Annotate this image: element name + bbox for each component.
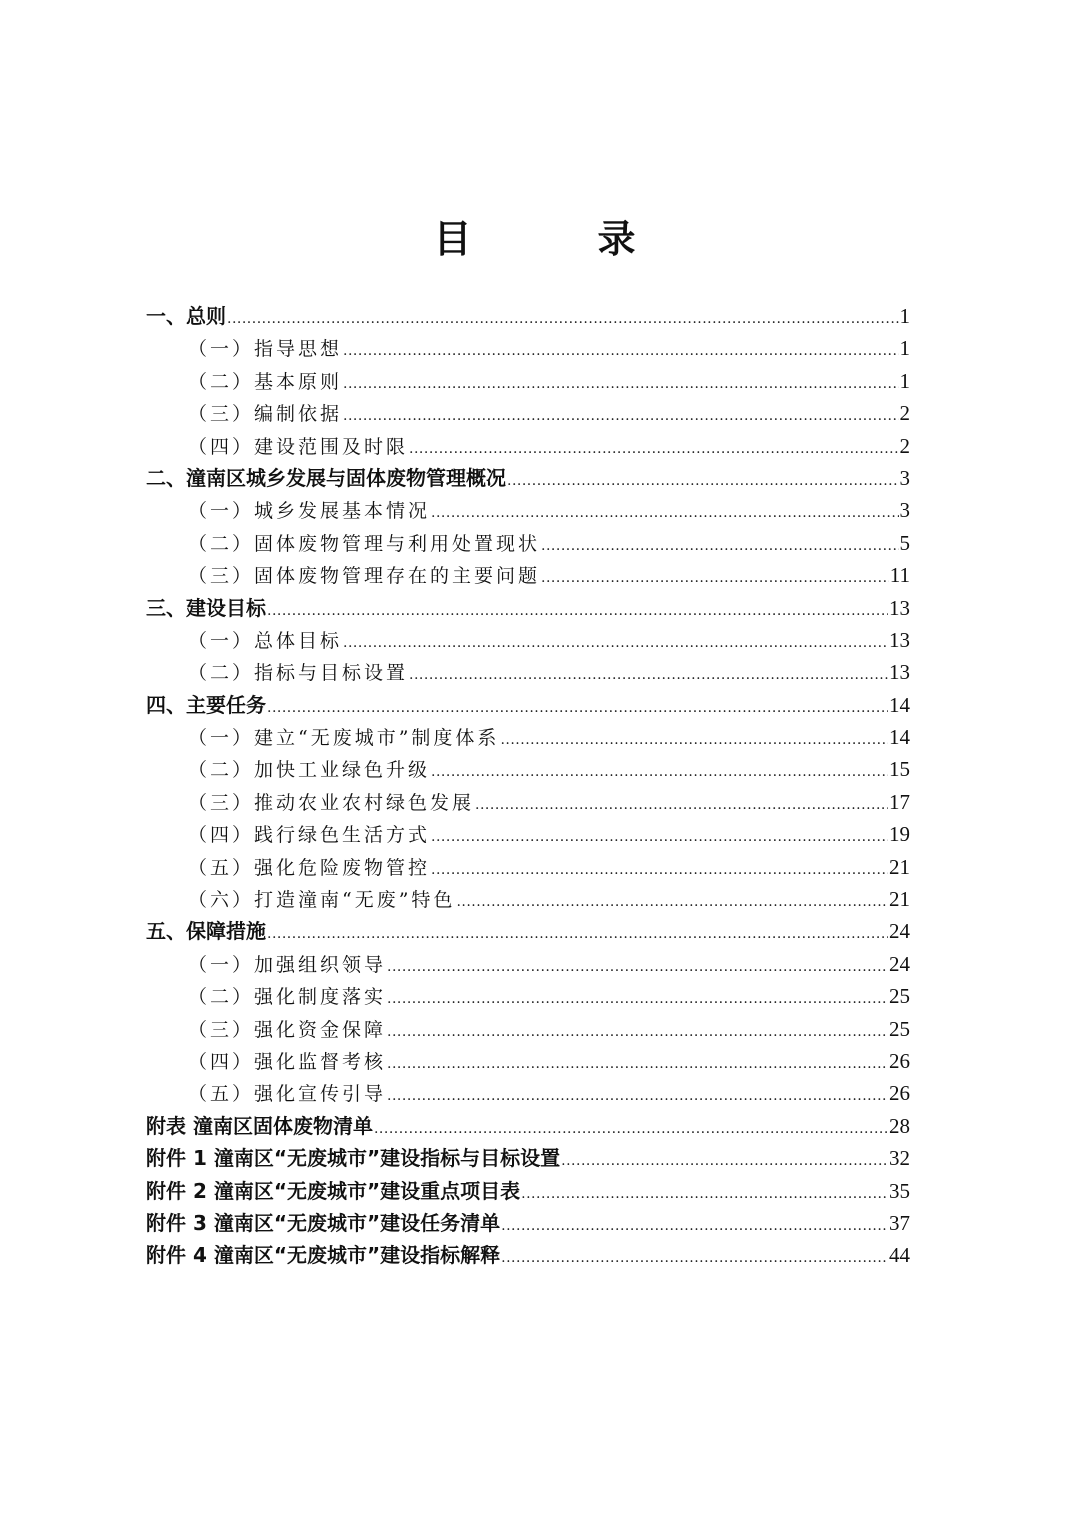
toc-leader-dots [387,1080,888,1112]
toc-leader-dots [267,595,888,627]
toc-leader-dots [267,692,888,724]
toc-entry-page-number: 1 [899,304,910,328]
toc-entry-page-number: 13 [889,627,910,652]
toc-entry[interactable] [146,365,910,397]
toc-entry-label: （三）固体废物管理存在的主要问题 [188,565,541,588]
toc-leader-dots [561,1145,888,1177]
toc-leader-dots [501,1242,888,1274]
toc-entry-label: （四）建设范围及时限 [188,435,409,458]
toc-entry[interactable] [146,656,910,688]
toc-entry-label: （二）固体废物管理与利用处置现状 [188,532,541,555]
toc-entry[interactable] [146,1142,910,1174]
toc-entry-page-number: 21 [889,854,910,879]
toc-entry[interactable] [146,1110,910,1142]
toc-entry[interactable] [146,1077,910,1109]
toc-entry-page-number: 26 [889,1081,910,1106]
toc-leader-dots [500,724,888,756]
toc-entry-page-number: 17 [889,789,910,814]
toc-leader-dots [456,886,888,918]
toc-entry[interactable] [146,980,910,1012]
toc-leader-dots [387,983,888,1015]
toc-entry-label: 五、保障措施 [146,919,266,944]
toc-entry-label: 附件 3 潼南区“无废城市”建设任务清单 [146,1210,501,1235]
toc-entry-label: （一）指导思想 [188,338,343,361]
toc-entry[interactable] [146,1175,910,1207]
toc-entry-page-number: 28 [889,1113,910,1138]
toc-leader-dots [227,303,899,335]
toc-entry[interactable] [146,1239,910,1271]
toc-entry[interactable] [146,915,910,947]
toc-entry-label: （三）编制依据 [188,403,343,426]
toc-leader-dots [387,1048,888,1080]
toc-leader-dots [475,789,888,821]
toc-leader-dots [541,530,898,562]
toc-entry[interactable] [146,1207,910,1239]
toc-entry-page-number: 2 [899,401,910,426]
page-title: 目 录 [433,217,680,261]
toc-entry-page-number: 11 [889,563,910,588]
toc-leader-dots [409,659,888,691]
toc-entry-page-number: 15 [889,757,910,782]
toc-leader-dots [501,1210,888,1242]
toc-entry-label: （一）建立“无废城市”制度体系 [188,727,500,750]
toc-entry[interactable] [146,300,910,332]
toc-entry-page-number: 37 [889,1210,910,1235]
toc-entry[interactable] [146,818,910,850]
toc-entry-page-number: 1 [899,336,910,361]
toc-entry[interactable] [146,1045,910,1077]
toc-leader-dots [431,821,888,853]
toc-entry-label: （五）强化宣传引导 [188,1083,387,1106]
toc-entry-page-number: 2 [899,433,910,458]
toc-entry[interactable] [146,494,910,526]
toc-entry[interactable] [146,462,910,494]
toc-entry[interactable] [146,786,910,818]
toc-entry[interactable] [146,397,910,429]
toc-entry-label: （三）推动农业农村绿色发展 [188,791,475,814]
toc-leader-dots [521,1178,888,1210]
toc-entry[interactable] [146,592,910,624]
toc-entry[interactable] [146,332,910,364]
toc-entry-page-number: 13 [889,595,910,620]
toc-entry-page-number: 32 [889,1146,910,1171]
toc-entry-page-number: 3 [899,465,910,490]
toc-entry[interactable] [146,1013,910,1045]
toc-entry-page-number: 26 [889,1048,910,1073]
toc-entry-label: 附件 2 潼南区“无废城市”建设重点项目表 [146,1178,521,1203]
toc-entry[interactable] [146,948,910,980]
toc-leader-dots [343,400,898,432]
table-of-contents [146,300,910,1272]
toc-entry[interactable] [146,851,910,883]
toc-entry-label: 四、主要任务 [146,692,266,717]
toc-entry-label: （六）打造潼南“无废”特色 [188,889,456,912]
toc-leader-dots [431,497,898,529]
toc-leader-dots [267,918,888,950]
toc-leader-dots [507,465,899,497]
toc-entry-label: （二）强化制度落实 [188,986,387,1009]
toc-leader-dots [343,368,898,400]
toc-entry-page-number: 21 [889,887,910,912]
toc-leader-dots [431,854,888,886]
toc-entry[interactable] [146,721,910,753]
toc-entry-page-number: 24 [889,919,910,944]
toc-entry-label: （二）加快工业绿色升级 [188,759,431,782]
toc-entry-page-number: 14 [889,692,910,717]
toc-entry-page-number: 19 [889,822,910,847]
toc-entry-page-number: 13 [889,660,910,685]
toc-entry-label: （二）指标与目标设置 [188,662,409,685]
toc-entry-label: 一、总则 [146,304,226,328]
toc-entry[interactable] [146,430,910,462]
toc-leader-dots [431,756,888,788]
toc-entry-page-number: 1 [899,368,910,393]
toc-entry[interactable] [146,883,910,915]
toc-entry-page-number: 3 [899,498,910,523]
toc-entry-label: 附表 潼南区固体废物清单 [146,1113,373,1138]
toc-leader-dots [541,562,889,594]
toc-leader-dots [387,1016,888,1048]
toc-entry-label: （三）强化资金保障 [188,1018,387,1041]
toc-entry[interactable] [146,624,910,656]
toc-entry-page-number: 14 [889,725,910,750]
toc-leader-dots [387,951,888,983]
toc-entry-label: （四）强化监督考核 [188,1050,387,1073]
toc-entry-label: （四）践行绿色生活方式 [188,824,431,847]
toc-leader-dots [343,627,888,659]
toc-entry[interactable] [146,689,910,721]
toc-entry[interactable] [146,753,910,785]
toc-entry-label: （二）基本原则 [188,370,343,393]
toc-entry-page-number: 24 [889,951,910,976]
toc-entry-label: （一）加强组织领导 [188,953,387,976]
toc-entry-label: 附件 1 潼南区“无废城市”建设指标与目标设置 [146,1146,561,1171]
toc-leader-dots [343,335,898,367]
toc-entry-page-number: 5 [899,530,910,555]
toc-entry-page-number: 25 [889,1016,910,1041]
toc-entry[interactable] [146,559,910,591]
toc-entry-label: （五）强化危险废物管控 [188,856,431,879]
toc-entry-label: 附件 4 潼南区“无废城市”建设指标解释 [146,1243,501,1268]
toc-entry-label: （一）城乡发展基本情况 [188,500,431,523]
toc-entry-label: 三、建设目标 [146,595,266,620]
toc-leader-dots [374,1113,888,1145]
toc-entry-label: 二、潼南区城乡发展与固体废物管理概况 [146,465,506,490]
toc-entry-page-number: 25 [889,984,910,1009]
toc-leader-dots [409,433,898,465]
toc-entry-label: （一）总体目标 [188,629,343,652]
toc-entry-page-number: 44 [889,1243,910,1268]
toc-entry-page-number: 35 [889,1178,910,1203]
toc-entry[interactable] [146,527,910,559]
